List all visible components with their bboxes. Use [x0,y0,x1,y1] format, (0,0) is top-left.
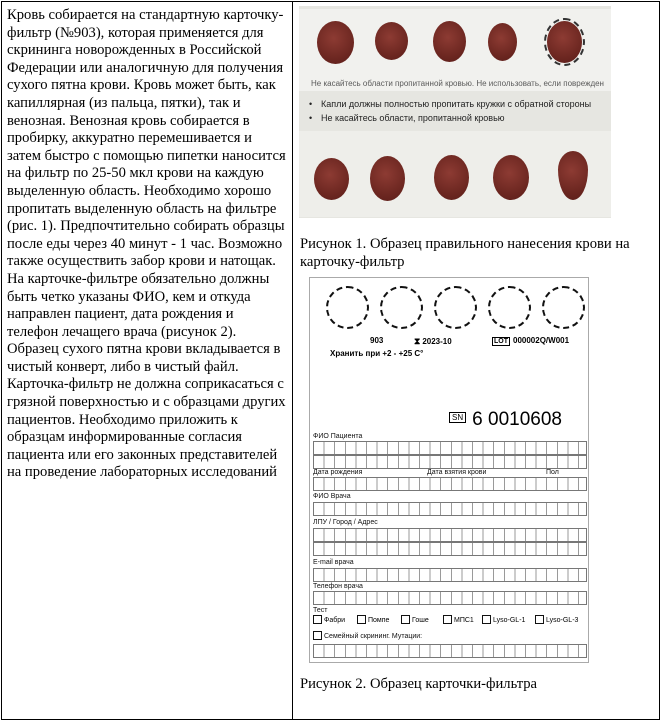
figure1-caption: Рисунок 1. Образец правильного нанесения крови на карточку-фильтр [300,236,630,270]
label-patient: ФИО Пациента [313,433,363,440]
paragraph-packaging: Образец сухого пятна крови вкладывается в чистый конверт, либо в чистый файл. Карточка-фильтр не должна соприкасаться с грязной поверхностью и с образцами других пациентов. Необходимо приложить к образцам информированные согласия пациента или его законных представителей на проведение лабораторных исследований [7,341,286,481]
label-lpu: ЛПУ / Город / Адрес [313,519,378,526]
checkbox[interactable] [313,615,322,624]
label-test: Тест [313,607,328,614]
card-lot [492,336,569,346]
sample-circle [434,286,477,329]
checkbox[interactable] [482,615,491,624]
paragraph-collection: Кровь собирается на стандартную карточку-фильтр (№903), которая применяется для скрининга новорожденных в Российской Федерации или аналогичную для получения сухого пятна крови. Кровь может быть, как капиллярная (из пальца, пятки), так и венозная. Венозная кровь собирается в пробирку, аккуратно перемешивается и затем быстро с помощью пипетки наносится на фильтр по 25-50 мкл крови на каждую выделенную область. Необходимо хорошо пропитать выделенную область на фильтре (рис. 1). Предпочтительно собирать образцы после еды через 40 минут - 1 час. Возможно также осуществить забор крови и натощак. [7,7,286,270]
test-option[interactable]: МПС1 [443,615,474,624]
blood-spot [488,23,517,61]
label-birth: Дата рождения [313,469,363,476]
bottom-filter-strip [299,131,611,217]
checkbox[interactable] [313,631,322,640]
sn-label: SN [449,412,466,423]
figure1-bullets [299,97,611,125]
sample-circle [542,286,585,329]
lot-value: 000002Q/W001 [513,336,570,345]
checkbox[interactable] [401,615,410,624]
blood-spot [493,155,529,200]
checkbox[interactable] [443,615,452,624]
figure1-photo [299,6,611,218]
dashed-spot-ring [544,18,585,66]
checkbox[interactable] [535,615,544,624]
figures-column [294,2,661,719]
test-option[interactable]: Lyso-GL-1 [482,615,525,624]
test-option[interactable]: Фабри [313,615,345,624]
blood-spot [317,21,354,64]
top-filter-strip [299,9,611,91]
sample-circle [488,286,531,329]
instructions-column [2,2,293,719]
strip-caption: Не касайтесь области пропитанной кровью. Не использовать, если поврежден [311,79,604,88]
bullet-item: • Не касайтесь области, пропитанной кровью [299,111,611,125]
serial-number [449,409,562,431]
patient-grid [313,441,587,455]
sample-circle [326,286,369,329]
blood-spot [375,22,408,60]
lpu-grid-2 [313,542,587,556]
blood-spot [370,156,405,201]
card-code: 903 [370,336,384,345]
label-phone: Телефон врача [313,583,363,590]
document-table [1,1,660,720]
label-sex: Пол [546,469,559,476]
blood-spot [558,151,588,200]
blood-spot [434,155,469,200]
serial-value: 6 0010608 [472,409,562,430]
sample-circle [380,286,423,329]
lpu-grid [313,528,587,542]
bullet-item: • Капли должны полностью пропитать кружки с обратной стороны [299,97,611,111]
paragraph-labeling: На карточке-фильтре обязательно должны быть четко указаны ФИО, кем и откуда направлен пациент, дата рождения и телефон лечащего врача (рисунок 2). [7,270,270,340]
family-screening: Семейный скрининг. Мутации: [313,631,422,640]
card-expiry [414,336,452,347]
expiry-value: 2023-10 [422,337,452,346]
figure2-caption: Рисунок 2. Образец карточки-фильтра [300,676,538,692]
email-grid [313,568,587,582]
test-option[interactable]: Помпе [357,615,389,624]
patient-grid-2 [313,455,587,469]
test-option[interactable]: Гоше [401,615,429,624]
blood-spot [314,158,349,200]
lot-label: LOT [494,338,508,345]
doctor-grid [313,502,587,516]
blood-spot [433,21,466,62]
test-option[interactable]: Lyso-GL-3 [535,615,578,624]
phone-grid [313,591,587,605]
filter-card [309,277,589,663]
label-taken: Дата взятия крови [427,469,487,476]
label-email: E-mail врача [313,559,354,566]
family-grid [313,644,587,658]
dates-grid [313,477,587,491]
storage-note: Хранить при +2 - +25 С° [330,349,424,358]
hourglass-icon: ⧗ [414,336,421,346]
label-doctor: ФИО Врача [313,493,351,500]
checkbox[interactable] [357,615,366,624]
